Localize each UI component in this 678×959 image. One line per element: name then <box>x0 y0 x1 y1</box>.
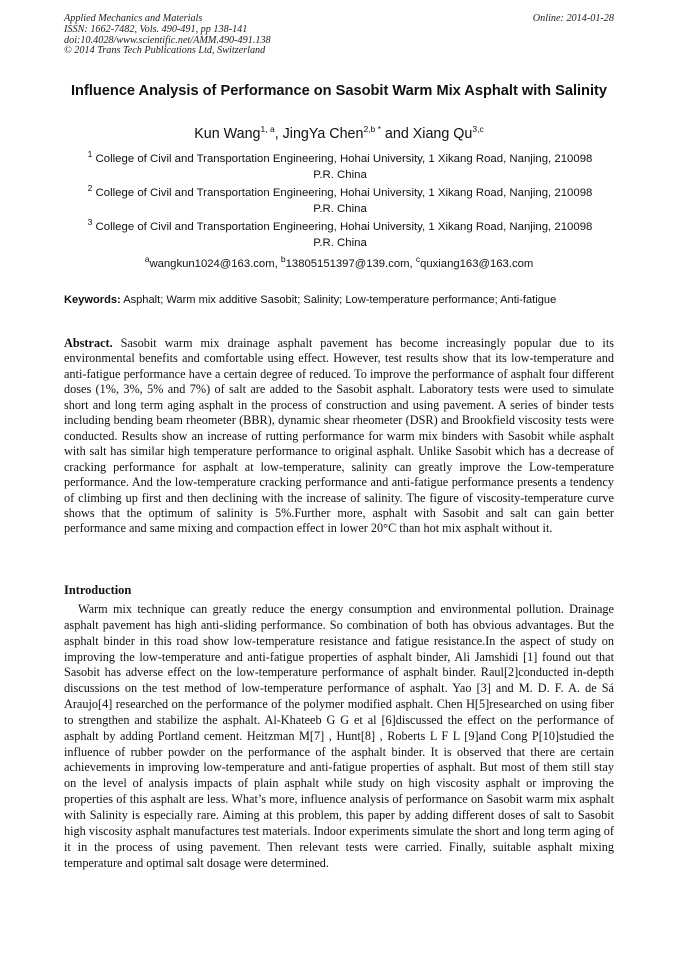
author-list <box>64 125 614 143</box>
journal-header <box>64 14 614 57</box>
journal-doi: doi:10.4028/www.scientific.net/AMM.490-491.138 <box>64 34 271 46</box>
affiliation-text: College of Civil and Transportation Engineering, Hohai University, 1 Xikang Road, Nanjing, 210098 P.R. China <box>95 221 593 249</box>
affiliation-number: 3 <box>87 217 93 228</box>
affiliation-number: 2 <box>87 183 93 194</box>
affiliation <box>82 151 598 183</box>
email-superscript: c <box>415 254 421 265</box>
email-address: 13805151397@139.com, <box>285 258 416 270</box>
keywords-text: Asphalt; Warm mix additive Sasobit; Salinity; Low-temperature performance; Anti-fatigue <box>120 294 557 306</box>
introduction-paragraph: Warm mix technique can greatly reduce the energy consumption and environmental pollution. Drainage asphalt pavement has high anti-sliding performance. So combination of both has obvious advantages. But the asphalt binder in this road show low-temperature resistance and fatigue resistance.In the aspect of study on improving the low-temperature and anti-fatigue properties of asphalt binder, Ali Jamshidi [1] found out that Sasobit has adverse effect on the low-temperature performance of asphalt binder. Raul[2]conducted in-depth discussions on the test method of low-temperature performance of asphalt. Yao [3] and M. D. F. A. de Sá Araujo[4] researched on the performance of the polymer modified asphalt. Chen H[5]researched on using fiber to strengthen and stabilize the asphalt. Al-Khateeb G G et al [6]discussed the effect on the performance of asphalt by adding Portland cement. Heitzman M[7] , Hunt[8] , Roberts L F L [9]and Cong P[10]studied the influence of rubber powder on the performance of the asphalt binder. It is observed that there are certain achievements in improving low-temperature and anti-fatigue properties of asphalt. But most of them still stay on the level of analysis impacts of plain asphalt while study on high viscosity asphalt or improving the properties of this asphalt are less. What’s more, influence analysis of performance on Sasobit warm mix asphalt with Salinity is especially rare. Aiming at this problem, this paper by adding different doses of salt to Sasobit high viscosity asphalt manufactures test materials. Indoor experiments simulate the short and long term aging of it in the process of using pavement. Then relevant tests were carried. Finally, suitable asphalt mixing temperature and optimal salt dosage were determined. <box>64 602 614 870</box>
abstract <box>64 336 614 537</box>
abstract-text: Sasobit warm mix drainage asphalt pavement has become increasingly popular due to its environmental benefits and comfortable using effect. However, test results show that its low-temperature and anti-fatigue performance have a certain degree of reduced. To improve the performance of asphalt four different doses (1%, 3%, 5% and 7%) of salt are added to the Sasobit asphalt. Laboratory tests were used to simulate short and long term aging asphalt in the process of construction and using pavement. A series of binder tests including bending beam rheometer (BBR), dynamic shear rheometer (DSR) and Brookfield viscosity tests were conducted. Results show an increase of rutting performance for warm mix binders with Sasobit while asphalt with salt has similar high temperature performance to original asphalt. Unlike Sasobit which has a decrease of cracking performance for asphalt at low-temperature, salinity can greatly improve the Low-temperature performance. And the low-temperature cracking performance and anti-fatigue performance presents a tendency of climbing up first and then declining with the increase of salinity. The figure of viscosity-temperature curve shows that the optimum of salinity is 5%.Further more, asphalt with Sasobit and salt can gain better performance and same mixing and compaction effect in lower 20°C than hot mix asphalt without it. <box>64 336 614 536</box>
online-date: Online: 2014-01-28 <box>532 13 614 24</box>
author-name: Kun Wang <box>194 126 261 142</box>
affiliation-text: College of Civil and Transportation Engineering, Hohai University, 1 Xikang Road, Nanjing, 210098 P.R. China <box>95 153 593 181</box>
email-superscript: a <box>144 254 150 265</box>
author-superscript: 3,c <box>472 124 484 135</box>
keywords-label: Keywords: <box>64 294 121 306</box>
author-separator: and <box>380 126 413 142</box>
author-separator: , <box>274 126 283 142</box>
journal-name: Applied Mechanics and Materials <box>64 13 203 24</box>
affiliation <box>82 185 598 217</box>
email-address: quxiang163@163.com <box>420 258 534 270</box>
email-address: wangkun1024@163.com, <box>149 258 281 270</box>
affiliation-number: 1 <box>87 149 93 160</box>
affiliation <box>82 219 598 251</box>
author-name: Xiang Qu <box>412 126 473 142</box>
keywords <box>64 293 614 307</box>
abstract-label: Abstract. <box>64 336 113 350</box>
email-list <box>64 254 614 271</box>
section-heading-introduction: Introduction <box>64 583 132 597</box>
email-superscript: b <box>280 254 286 265</box>
journal-copyright: © 2014 Trans Tech Publications Ltd, Switzerland <box>64 45 266 57</box>
author-superscript: 2,b * <box>363 124 381 135</box>
affiliation-text: College of Civil and Transportation Engineering, Hohai University, 1 Xikang Road, Nanjing, 210098 P.R. China <box>95 187 593 215</box>
author-name: JingYa Chen <box>282 126 364 142</box>
author-superscript: 1, a <box>260 124 275 135</box>
paper-title: Influence Analysis of Performance on Sasobit Warm Mix Asphalt with Salinity <box>70 83 608 99</box>
journal-issn: ISSN: 1662-7482, Vols. 490-491, pp 138-141 <box>64 23 248 35</box>
